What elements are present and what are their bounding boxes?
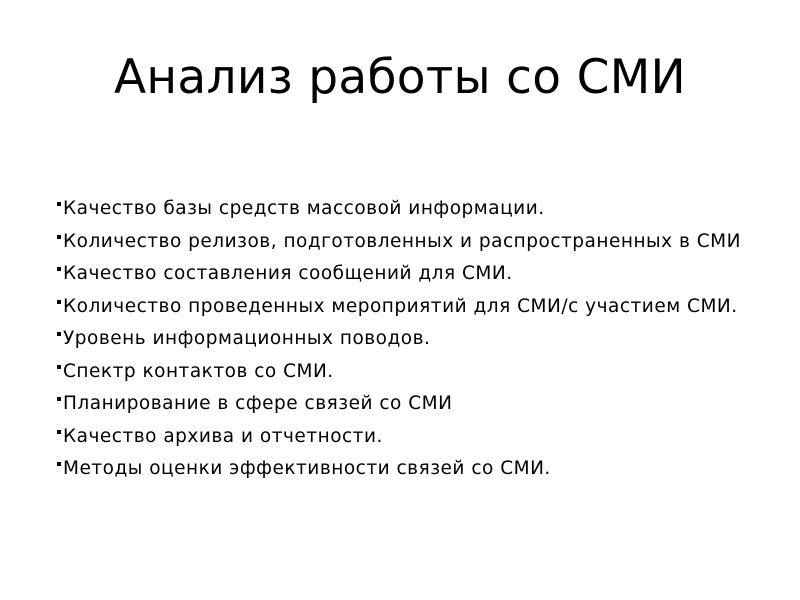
bullet-square-icon [57,462,61,466]
bullet-item [57,424,757,450]
bullet-square-icon [57,235,61,239]
bullet-square-icon [57,332,61,336]
bullet-square-icon [57,300,61,304]
bullet-item [57,229,757,255]
bullet-list [57,196,757,489]
bullet-text: Спектр контактов со СМИ. [63,360,334,382]
bullet-text: Количество релизов, подготовленных и распространенных в СМИ [63,230,741,252]
bullet-square-icon [57,430,61,434]
bullet-item [57,359,757,385]
bullet-item [57,294,757,320]
bullet-text: Уровень информационных поводов. [63,328,431,349]
bullet-square-icon [57,397,61,401]
bullet-item [57,261,757,287]
bullet-text: Методы оценки эффективности связей со СМИ. [63,458,551,479]
bullet-item [57,196,757,222]
bullet-text: Количество проведенных мероприятий для СМИ/с участием СМИ. [63,295,738,317]
bullet-item [57,456,757,482]
bullet-item [57,391,757,417]
bullet-text: Качество базы средств массовой информации. [63,198,545,219]
bullet-text: Планирование в сфере связей со СМИ [63,393,453,414]
slide-title: Анализ работы со СМИ [113,50,687,105]
bullet-square-icon [57,202,61,206]
bullet-square-icon [57,365,61,369]
bullet-text: Качество составления сообщений для СМИ. [63,263,513,284]
bullet-square-icon [57,267,61,271]
bullet-item [57,326,757,352]
bullet-text: Качество архива и отчетности. [63,425,383,447]
